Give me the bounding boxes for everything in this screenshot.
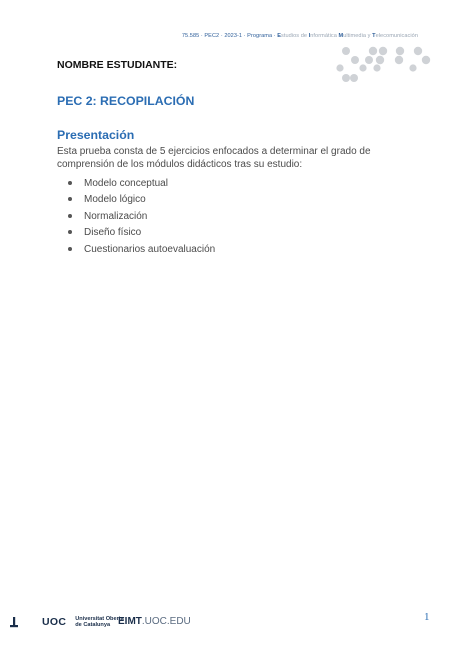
running-header [182,33,418,39]
bullet-icon [68,230,72,234]
pec-title: PEC 2: RECOPILACIÓN [57,94,195,108]
eimt-domain-text: .UOC.EDU [141,616,191,627]
section-intro: Esta prueba consta de 5 ejercicios enfocados a determinar el grado de comprensión de los módulos didácticos tras su estudio: [57,146,371,170]
decorative-dots-graphic [336,44,436,86]
bullet-icon [68,214,72,218]
uoc-logo-text: UOC [42,616,67,628]
header-initial-m: M [338,33,344,39]
uoc-logo [10,612,124,632]
list-item-text: Modelo lógico [84,194,146,206]
header-course-info: 75.585 · PEC2 · 2023-1 · Programa · [181,33,278,39]
page-number: 1 [424,611,430,623]
header-initial-i: I [308,33,311,39]
list-item [68,193,215,209]
bullet-icon [68,181,72,185]
header-word-t: elecomunicación [375,33,418,39]
list-item [68,226,215,242]
eimt-bold-text: EIMT [118,616,142,627]
university-line-1: Universitat Oberta [75,615,124,622]
header-word-i: nformática [310,33,339,39]
bullet-icon [68,247,72,251]
eimt-url-logo [118,616,191,627]
uoc-emblem-icon [10,616,40,628]
list-item-text: Cuestionarios autoevaluación [84,243,216,255]
section-title: Presentación [57,128,135,142]
header-initial-t: T [372,33,376,39]
list-item-text: Normalización [84,210,148,222]
university-line-2: de Catalunya [75,622,111,628]
list-item-text: Diseño físico [84,227,142,239]
header-word-m: ultimedia y [343,33,373,39]
list-item-text: Modelo conceptual [84,178,168,189]
list-item [68,243,215,259]
student-name-label: NOMBRE ESTUDIANTE: [57,59,178,71]
list-item [68,210,215,226]
list-item [68,177,215,193]
university-name [75,616,124,629]
bullet-icon [68,197,72,201]
header-word-e: studios de [281,33,309,39]
header-initial-e: E [277,33,282,39]
topics-list [68,177,215,259]
